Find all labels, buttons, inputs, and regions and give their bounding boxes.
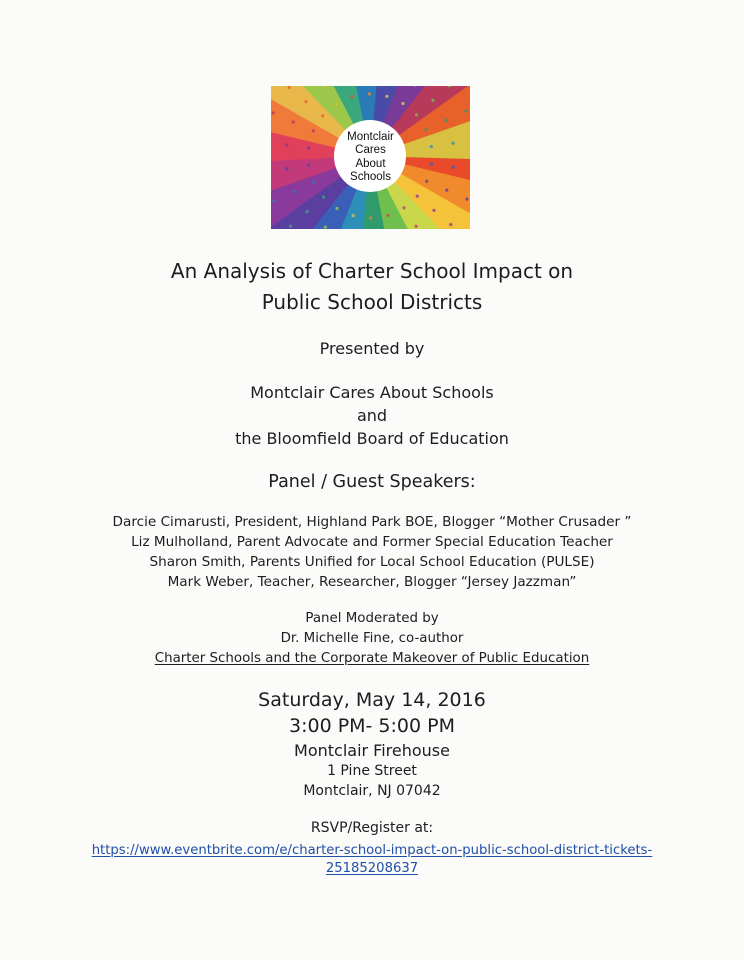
moderator-label: Panel Moderated by bbox=[305, 611, 439, 626]
event-venue: Montclair Firehouse bbox=[294, 741, 450, 760]
montclair-cares-logo bbox=[271, 86, 470, 229]
speaker-2: Liz Mulholland, Parent Advocate and Former Special Education Teacher bbox=[131, 534, 613, 550]
logo-line: Montclair bbox=[347, 130, 394, 143]
rsvp-link[interactable]: https://www.eventbrite.com/e/charter-school-impact-on-public-school-district-tickets- bbox=[91, 843, 653, 858]
logo-line: About bbox=[355, 157, 386, 170]
presenter-1: Montclair Cares About Schools bbox=[250, 383, 494, 402]
speaker-1: Darcie Cimarusti, President, Highland Park BOE, Blogger “Mother Crusader ” bbox=[112, 514, 632, 530]
speaker-4: Mark Weber, Teacher, Researcher, Blogger “Jersey Jazzman” bbox=[167, 574, 577, 590]
event-street: 1 Pine Street bbox=[327, 763, 417, 779]
event-city: Montclair, NJ 07042 bbox=[303, 783, 441, 799]
panel-heading: Panel / Guest Speakers: bbox=[268, 472, 476, 492]
rsvp-link-line-2[interactable] bbox=[0, 857, 744, 876]
rsvp-link-line-1[interactable] bbox=[0, 839, 744, 858]
moderator-book-title: Charter Schools and the Corporate Makeover of Public Education bbox=[154, 651, 590, 666]
event-time: 3:00 PM- 5:00 PM bbox=[288, 715, 455, 737]
event-title-line-1: An Analysis of Charter School Impact on bbox=[170, 259, 574, 283]
presented-by-label: Presented by bbox=[319, 339, 425, 358]
presenter-and: and bbox=[356, 406, 388, 425]
logo-text bbox=[271, 86, 470, 229]
rsvp-link-continued[interactable]: 25185208637 bbox=[325, 861, 419, 876]
presenter-2: the Bloomfield Board of Education bbox=[235, 429, 509, 448]
speaker-3: Sharon Smith, Parents Unified for Local School Education (PULSE) bbox=[149, 554, 595, 570]
event-date: Saturday, May 14, 2016 bbox=[258, 689, 486, 711]
logo-line: Schools bbox=[350, 171, 391, 183]
event-title-line-2: Public School Districts bbox=[261, 290, 483, 314]
moderator-name: Dr. Michelle Fine, co-author bbox=[280, 631, 464, 646]
rsvp-label: RSVP/Register at: bbox=[310, 820, 434, 836]
logo-line: Cares bbox=[355, 144, 386, 156]
